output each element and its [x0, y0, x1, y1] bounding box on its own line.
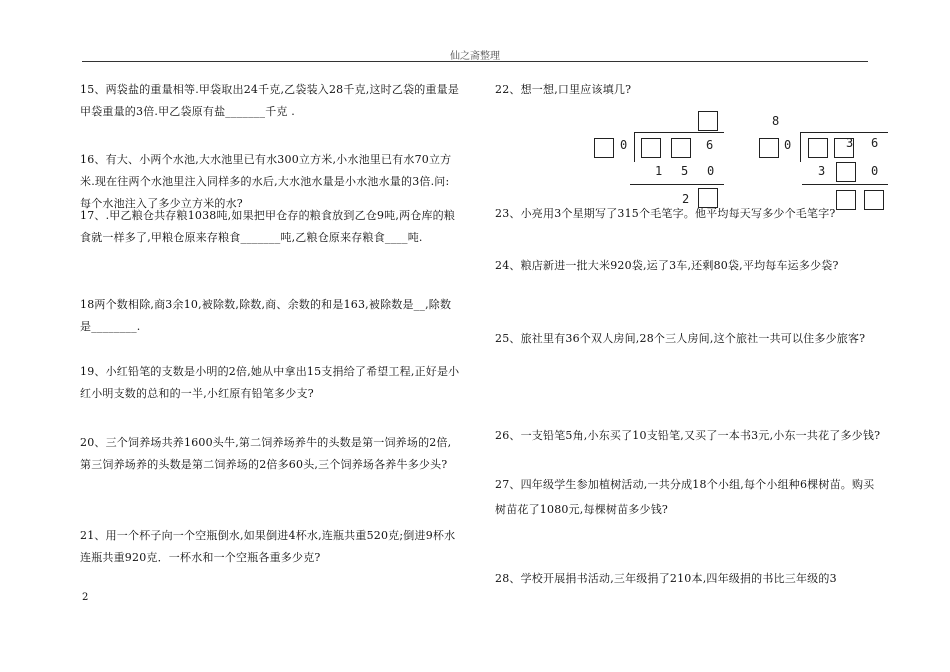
- page-header: 仙之斋整理: [450, 51, 500, 62]
- answer-box[interactable]: [698, 111, 718, 131]
- question-26: 26、一支铅笔5角,小东买了10支铅笔,又买了一本书3元,小东一共花了多少钱?: [495, 429, 881, 442]
- question-21: 21、用一个杯子向一个空瓶倒水,如果倒进4杯水,连瓶共重520克;倒进9杯水连瓶共重920克．一杯水和一个空瓶各重多少克?: [80, 529, 456, 564]
- subtract-digit: 0: [871, 164, 879, 178]
- question-28: 28、学校开展捐书活动,三年级捐了210本,四年级捐的书比三年级的3: [495, 572, 837, 585]
- answer-box[interactable]: [759, 138, 779, 158]
- question-23-partial: [495, 207, 885, 221]
- answer-box[interactable]: [836, 162, 856, 182]
- subtract-line: [630, 184, 724, 185]
- division-bar: [800, 132, 888, 133]
- question-25: 25、旅社里有36个双人房间,28个三人房间,这个旅社一共可以住多少旅客?: [495, 332, 866, 345]
- divisor-digit: 0: [620, 138, 628, 152]
- division-bar: [634, 132, 724, 133]
- question-23: 23、小亮用3个星期写了315个毛笔字。他平均每天写多少个毛笔字?: [495, 207, 836, 220]
- quotient-digit: 8: [772, 114, 780, 128]
- subtract-digit: 3: [818, 164, 826, 178]
- answer-box[interactable]: [698, 188, 718, 208]
- answer-box[interactable]: [594, 138, 614, 158]
- question-19: 19、小红铅笔的支数是小明的2倍,她从中拿出15支捐给了希望工程,正好是小红小明支数的总和的一半,小红原有铅笔多少支?: [80, 365, 460, 400]
- remainder-digit: 2: [682, 192, 690, 206]
- question-22: 22、想一想,口里应该填几?: [495, 83, 632, 96]
- division-bracket: [800, 132, 801, 162]
- question-27: 27、四年级学生参加植树活动,一共分成18个小组,每个小组种6棵树苗。购买树苗花了1080元,每棵树苗多少钱?: [495, 478, 875, 516]
- question-24: 24、粮店新进一批大米920袋,运了3车,还剩80袋,平均每车运多少袋?: [495, 259, 839, 272]
- dividend-digit: 3: [846, 136, 854, 150]
- divisor-digit: 0: [784, 138, 792, 152]
- question-18: 18两个数相除,商3余10,被除数,除数,商、余数的和是163,被除数是__,除数是________.: [80, 298, 452, 333]
- page-number: 2: [82, 592, 89, 603]
- answer-box[interactable]: [671, 138, 691, 158]
- dividend-digit: 6: [871, 136, 879, 150]
- subtract-digit: 0: [707, 164, 715, 178]
- answer-box[interactable]: [808, 138, 828, 158]
- question-20: 20、三个饲养场共养1600头牛,第二饲养场养牛的头数是第一饲养场的2倍,第三饲养场养的头数是第二饲养场的2倍多60头,三个饲养场各养牛多少头?: [80, 436, 452, 471]
- question-16: 16、有大、小两个水池,大水池里已有水300立方米,小水池里已有水70立方米.现在往两个水池里注入同样多的水后,大水池水量是小水池水量的3倍.问:每个水池注入了多少立方米的水?: [80, 153, 452, 210]
- dividend-digit: 6: [706, 138, 714, 152]
- subtract-digit: 5: [681, 164, 689, 178]
- subtract-digit: 1: [655, 164, 663, 178]
- question-17: 17、.甲乙粮仓共存粮1038吨,如果把甲仓存的粮食放到乙仓9吨,两仓库的粮食就一样多了,甲粮仓原来存粮食_______吨,乙粮仓原来存粮食____吨.: [80, 209, 456, 244]
- division-bracket: [634, 132, 635, 162]
- answer-box[interactable]: [641, 138, 661, 158]
- header-rule: [82, 61, 868, 62]
- subtract-line: [802, 184, 888, 185]
- question-15: 15、两袋盐的重量相等.甲袋取出24千克,乙袋装入28千克,这时乙袋的重量是甲袋重量的3倍.甲乙袋原有盐_______千克 .: [80, 83, 460, 118]
